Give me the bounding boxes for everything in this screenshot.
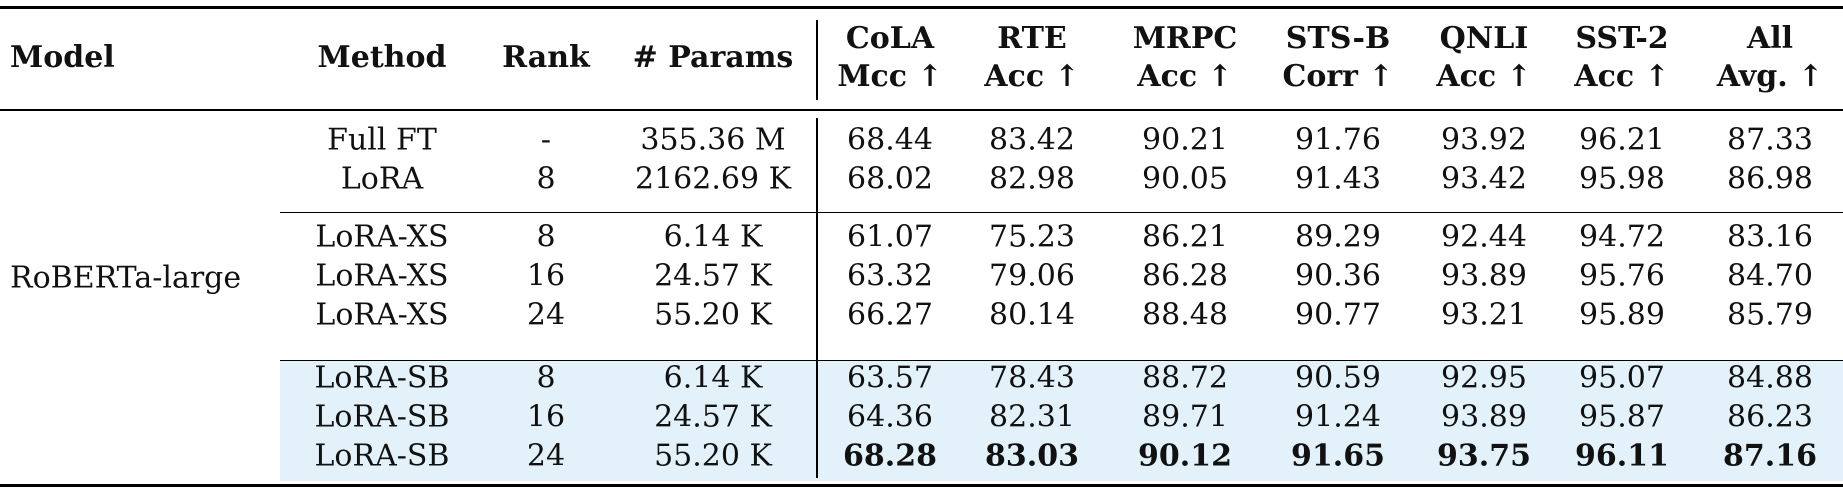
- row-value: 96.11: [1575, 438, 1669, 474]
- row-value: 66.27: [847, 297, 933, 333]
- task-name: RTE: [997, 21, 1067, 56]
- task-name: QNLI: [1439, 21, 1529, 56]
- row-rank: 8: [536, 360, 556, 396]
- row-method: LoRA-SB: [314, 360, 450, 396]
- row-value: 95.07: [1579, 360, 1665, 396]
- row-value: 61.07: [847, 219, 933, 255]
- row-value: 87.33: [1727, 122, 1813, 158]
- task-metric: Acc ↑: [1436, 59, 1532, 94]
- row-params: 6.14 K: [663, 360, 763, 396]
- row-value: 75.23: [989, 219, 1075, 255]
- model-name: RoBERTa-large: [10, 260, 242, 296]
- row-value: 79.06: [989, 258, 1075, 294]
- header-task: [1133, 20, 1238, 96]
- row-value: 93.92: [1441, 122, 1527, 158]
- bottom-rule: [0, 484, 1843, 487]
- row-value: 87.16: [1723, 438, 1817, 474]
- task-name: SST-2: [1575, 21, 1669, 56]
- row-value: 96.21: [1579, 122, 1665, 158]
- header-task: [837, 20, 942, 96]
- row-value: 83.16: [1727, 219, 1813, 255]
- row-method: LoRA-XS: [315, 297, 449, 333]
- body-divider: [816, 118, 818, 478]
- row-params: 355.36 M: [640, 122, 786, 158]
- row-value: 90.36: [1295, 258, 1381, 294]
- task-metric: Mcc ↑: [837, 59, 943, 94]
- row-value: 91.43: [1295, 161, 1381, 197]
- task-metric: Avg. ↑: [1716, 59, 1824, 94]
- row-method: LoRA-SB: [314, 438, 450, 474]
- row-value: 82.98: [989, 161, 1075, 197]
- row-value: 63.57: [847, 360, 933, 396]
- task-metric: Acc ↑: [1137, 59, 1233, 94]
- task-metric: Acc ↑: [984, 59, 1080, 94]
- header-divider: [816, 20, 818, 100]
- header-params: # Params: [632, 40, 794, 75]
- row-value: 93.42: [1441, 161, 1527, 197]
- row-value: 84.88: [1727, 360, 1813, 396]
- row-value: 64.36: [847, 399, 933, 435]
- row-params: 24.57 K: [654, 399, 772, 435]
- header-method: Method: [317, 40, 447, 75]
- row-value: 85.79: [1727, 297, 1813, 333]
- header-task: [1574, 20, 1669, 96]
- row-value: 93.75: [1437, 438, 1531, 474]
- row-value: 88.72: [1142, 360, 1228, 396]
- row-method: LoRA-XS: [315, 219, 449, 255]
- row-value: 82.31: [989, 399, 1075, 435]
- row-value: 83.42: [989, 122, 1075, 158]
- row-value: 93.21: [1441, 297, 1527, 333]
- header-task: [1282, 20, 1393, 96]
- top-rule: [0, 6, 1843, 9]
- task-name: STS-B: [1285, 21, 1391, 56]
- row-value: 93.89: [1441, 258, 1527, 294]
- task-metric: Corr ↑: [1282, 59, 1394, 94]
- row-value: 90.21: [1142, 122, 1228, 158]
- row-value: 91.65: [1291, 438, 1385, 474]
- row-value: 86.21: [1142, 219, 1228, 255]
- header-rule: [0, 109, 1843, 111]
- row-value: 90.77: [1295, 297, 1381, 333]
- row-rank: 16: [526, 258, 566, 294]
- row-value: 94.72: [1579, 219, 1665, 255]
- row-value: 89.71: [1142, 399, 1228, 435]
- row-rank: 24: [526, 297, 566, 333]
- row-value: 90.59: [1295, 360, 1381, 396]
- row-value: 92.44: [1441, 219, 1527, 255]
- row-value: 68.28: [843, 438, 937, 474]
- row-value: 68.02: [847, 161, 933, 197]
- row-value: 86.23: [1727, 399, 1813, 435]
- task-name: MRPC: [1132, 21, 1238, 56]
- row-value: 95.98: [1579, 161, 1665, 197]
- header-task: [1717, 20, 1824, 96]
- header-rank: Rank: [502, 40, 590, 75]
- row-rank: -: [540, 122, 552, 158]
- row-params: 55.20 K: [654, 297, 772, 333]
- header-model: Model: [10, 40, 115, 75]
- row-params: 55.20 K: [654, 438, 772, 474]
- task-name: All: [1746, 21, 1794, 56]
- row-value: 83.03: [985, 438, 1079, 474]
- row-value: 95.76: [1579, 258, 1665, 294]
- row-method: LoRA-XS: [315, 258, 449, 294]
- row-rank: 8: [536, 219, 556, 255]
- row-value: 90.12: [1138, 438, 1232, 474]
- row-value: 84.70: [1727, 258, 1813, 294]
- row-params: 24.57 K: [654, 258, 772, 294]
- row-value: 95.89: [1579, 297, 1665, 333]
- row-value: 78.43: [989, 360, 1075, 396]
- row-value: 63.32: [847, 258, 933, 294]
- row-rank: 16: [526, 399, 566, 435]
- row-value: 93.89: [1441, 399, 1527, 435]
- task-metric: Acc ↑: [1574, 59, 1670, 94]
- row-method: LoRA-SB: [314, 399, 450, 435]
- task-name: CoLA: [845, 21, 935, 56]
- group-rule-1: [280, 212, 1843, 213]
- row-params: 6.14 K: [663, 219, 763, 255]
- row-value: 92.95: [1441, 360, 1527, 396]
- row-value: 88.48: [1142, 297, 1228, 333]
- row-method: LoRA: [340, 161, 424, 197]
- row-value: 68.44: [847, 122, 933, 158]
- row-value: 95.87: [1579, 399, 1665, 435]
- row-rank: 24: [526, 438, 566, 474]
- row-params: 2162.69 K: [634, 161, 792, 197]
- row-value: 86.98: [1727, 161, 1813, 197]
- row-value: 80.14: [989, 297, 1075, 333]
- row-method: Full FT: [327, 122, 437, 158]
- header-task: [1436, 20, 1531, 96]
- row-value: 91.76: [1295, 122, 1381, 158]
- row-value: 91.24: [1295, 399, 1381, 435]
- row-rank: 8: [536, 161, 556, 197]
- row-value: 90.05: [1142, 161, 1228, 197]
- header-task: [984, 20, 1079, 96]
- row-value: 86.28: [1142, 258, 1228, 294]
- row-value: 89.29: [1295, 219, 1381, 255]
